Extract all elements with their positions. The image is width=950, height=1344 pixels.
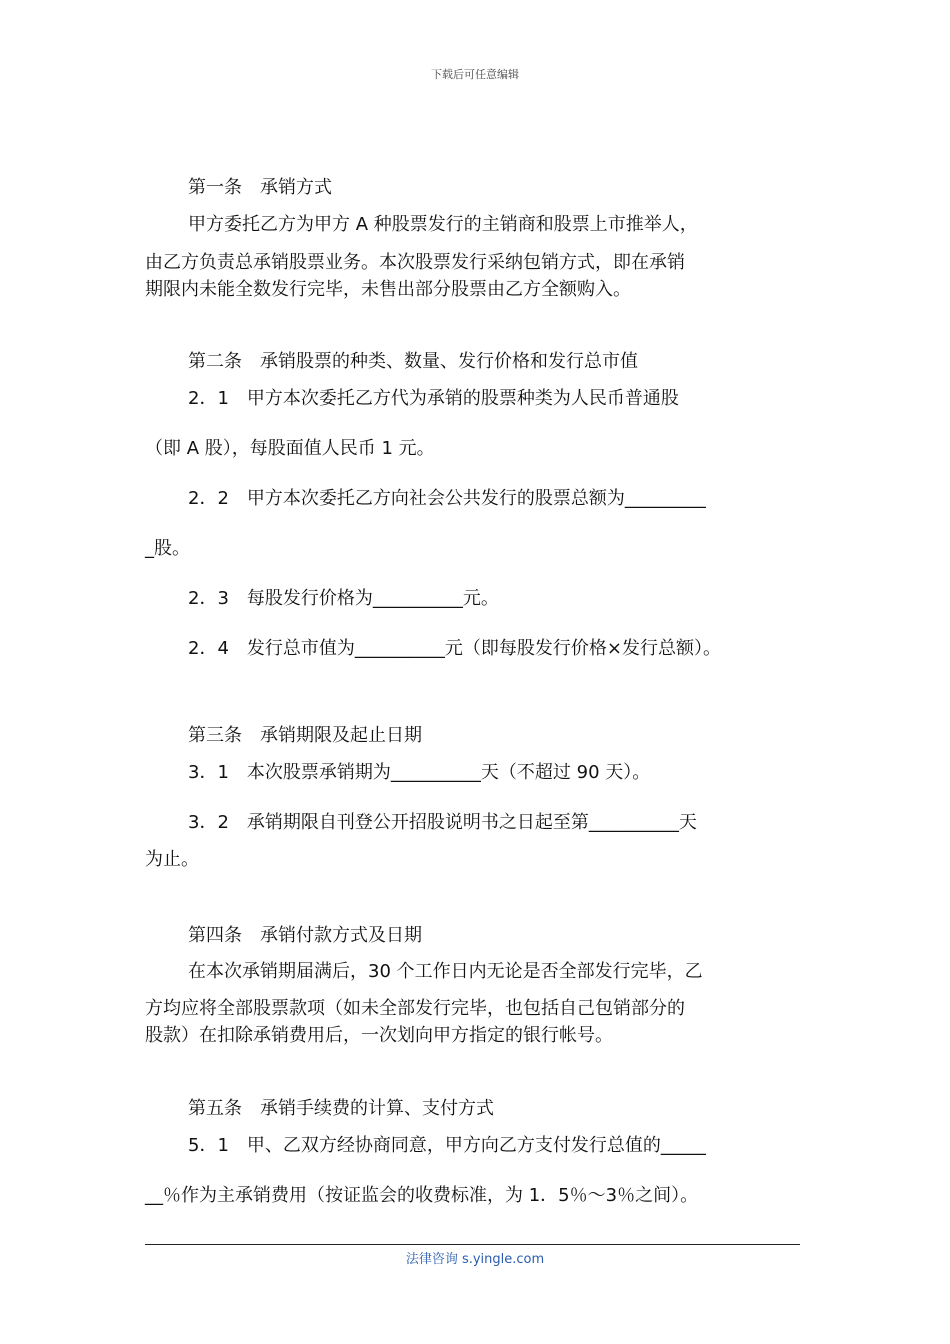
text-line-a2-1a: 2．1 甲方本次委托乙方代为承销的股票种类为人民币普通股: [188, 388, 679, 409]
text-line-a2-title: 第二条 承销股票的种类、数量、发行价格和发行总市值: [188, 351, 638, 372]
text-line-a3-1: 3．1 本次股票承销期为__________天（不超过 90 天）。: [188, 762, 651, 783]
text-line-a3-2b: 为止。: [145, 849, 199, 870]
text-line-a2-3: 2．3 每股发行价格为__________元。: [188, 588, 499, 609]
text-line-a4-p3: 股款）在扣除承销费用后，一次划向甲方指定的银行帐号。: [145, 1025, 613, 1046]
footer-divider: [145, 1244, 800, 1245]
text-line-a1-p1: 甲方委托乙方为甲方 A 种股票发行的主销商和股票上市推举人，: [188, 214, 698, 235]
text-line-a4-title: 第四条 承销付款方式及日期: [188, 925, 422, 946]
text-line-a1-p3: 期限内未能全数发行完毕，未售出部分股票由乙方全额购入。: [145, 279, 631, 300]
text-line-a2-2b: _股。: [145, 538, 190, 559]
footer-link[interactable]: 法律咨询 s.yingle.com: [405, 1252, 545, 1267]
text-line-a5-1b: __％作为主承销费用（按证监会的收费标准，为 1．5％～3％之间）。: [145, 1185, 699, 1206]
text-line-a3-2a: 3．2 承销期限自刊登公开招股说明书之日起至第__________天: [188, 812, 697, 833]
text-line-a1-p2: 由乙方负责总承销股票业务。本次股票发行采纳包销方式，即在承销: [145, 252, 685, 273]
page-header: 下载后可任意编辑: [431, 68, 519, 81]
text-line-a4-p1: 在本次承销期届满后，30 个工作日内无论是否全部发行完毕，乙: [188, 961, 703, 982]
text-line-a2-2a: 2．2 甲方本次委托乙方向社会公共发行的股票总额为_________: [188, 488, 706, 509]
text-line-a2-1b: （即 A 股），每股面值人民币 1 元。: [145, 438, 435, 459]
text-line-a5-1a: 5．1 甲、乙双方经协商同意，甲方向乙方支付发行总值的_____: [188, 1135, 706, 1156]
text-line-a1-title: 第一条 承销方式: [188, 177, 332, 198]
text-line-a3-title: 第三条 承销期限及起止日期: [188, 725, 422, 746]
text-line-a5-title: 第五条 承销手续费的计算、支付方式: [188, 1098, 494, 1119]
text-line-a4-p2: 方均应将全部股票款项（如未全部发行完毕，也包括自己包销部分的: [145, 998, 685, 1019]
text-line-a2-4: 2．4 发行总市值为__________元（即每股发行价格×发行总额）。: [188, 638, 721, 659]
